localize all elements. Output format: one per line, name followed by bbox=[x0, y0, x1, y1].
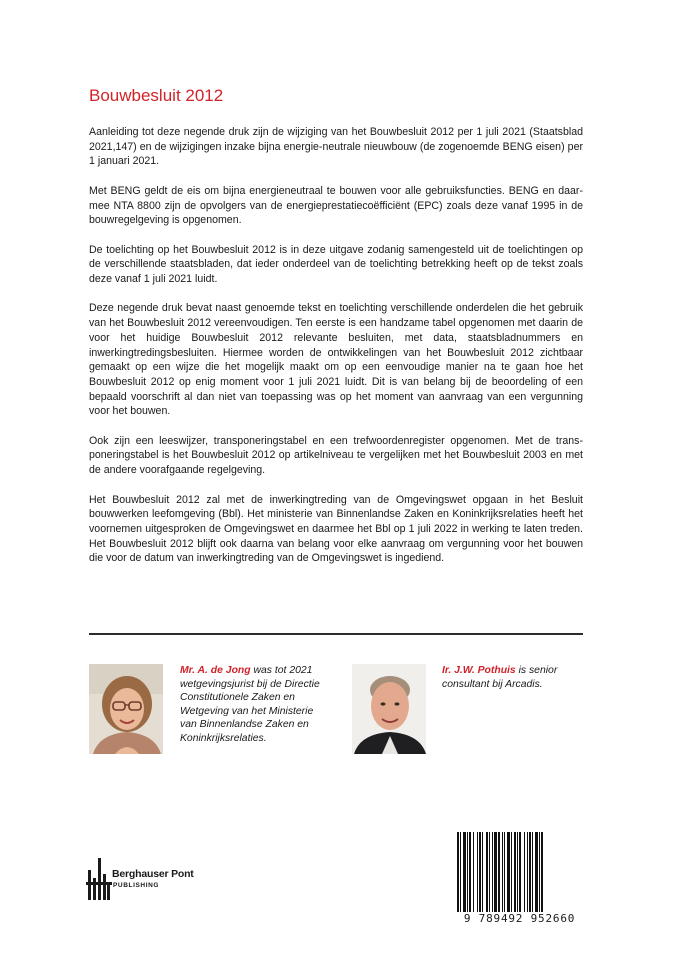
publisher-logo-icon bbox=[86, 854, 112, 904]
barcode-bar bbox=[489, 832, 490, 912]
publisher-name: Berghauser Pont bbox=[112, 868, 194, 880]
barcode-bar bbox=[514, 832, 516, 912]
barcode-bar bbox=[494, 832, 497, 912]
barcode-bar bbox=[460, 832, 461, 912]
paragraph: Ook zijn een leeswijzer, transponeringstabel en een trefwoordenregister opgenomen. Met de transponeringstabel is het Bouwbesluit 2012 op artikelniveau te vergelijken met het Bouwbesluit 2003 en met de andere voorafgaande regelgeving. bbox=[89, 434, 583, 477]
barcode bbox=[454, 832, 585, 929]
barcode-bar bbox=[479, 832, 481, 912]
barcode-bar bbox=[517, 832, 518, 912]
paragraph: Deze negende druk bevat naast genoemde tekst en toelichting verschillende onderdelen die het gebruik van het Bouwbesluit 2012 vereenvoudigen. Ten eerste is een handzame tabel opgenomen met daarin de voor het huidige Bouwbesluit 2012 relevante besluiten, met data, staatsbladnummers en inwerkingtredingsbesluiten. Hiermee worden de ontwikkelingen van het Bouwbesluit 2012 zichtbaar gemaakt op een wijze die het mogelijk maakt om op een eenvoudige manier na te gaan hoe het Bouwbesluit 2012 op enig moment voor 1 juli 2021 luidt. Dit is van belang bij de beoordeling of een bepaald voorschrift al dan niet van toepassing was op het moment van aanvraag van een vergunning voor het bouwen. bbox=[89, 302, 583, 418]
barcode-bar bbox=[467, 832, 468, 912]
barcode-bar bbox=[463, 832, 466, 912]
barcode-bar bbox=[457, 832, 459, 912]
paragraph: Het Bouwbesluit 2012 zal met de inwerkingtreding van de Omgevingswet opgaan in het Besluit bouwwerken leefomgeving (Bbl). Het ministerie van Binnenlandse Zaken en Koninkrijksrelaties heeft het voornemen uitgesproken de Omgevingswet en daarmee het Bbl op 1 juli 2022 in werking te laten treden. Het Bouwbesluit 2012 blijft ook daarna van belang voor elke aanvraag om vergunning voor het bouwen die voor de datum van inwerkingtreding van de Omgevingswet is ingediend. bbox=[89, 493, 583, 565]
barcode-bar bbox=[498, 832, 500, 912]
barcode-bar bbox=[486, 832, 488, 912]
author-bio-de-jong bbox=[180, 664, 325, 745]
paragraph: De toelichting op het Bouwbesluit 2012 is in deze uitgave zodanig samengesteld uit de toelichtingen op de verschillende staatsbladen, dat ieder onderdeel van de toelichting betrekking heeft op de tekst zoals deze vanaf 1 juli 2021 luidt. bbox=[89, 243, 583, 285]
body-text bbox=[89, 125, 583, 581]
barcode-bar bbox=[482, 832, 483, 912]
page-title: Bouwbesluit 2012 bbox=[89, 86, 224, 105]
barcode-bar bbox=[477, 832, 478, 912]
publisher-subtitle: PUBLISHING bbox=[113, 882, 160, 889]
barcode-bar bbox=[532, 832, 533, 912]
barcode-bar bbox=[504, 832, 505, 912]
barcode-bar bbox=[527, 832, 528, 912]
barcode-bar bbox=[539, 832, 540, 912]
barcode-bar bbox=[541, 832, 543, 912]
barcode-bar bbox=[502, 832, 503, 912]
divider bbox=[89, 633, 583, 635]
barcode-bar bbox=[469, 832, 471, 912]
isbn-number: 9 789492 952660 bbox=[463, 912, 576, 925]
author-bio-text: is senior consultant bij Arcadis. bbox=[442, 665, 558, 690]
publisher-logo bbox=[86, 854, 226, 904]
author-photo-de-jong bbox=[89, 664, 163, 754]
author-name: Ir. J.W. Pothuis bbox=[442, 665, 516, 676]
barcode-bar bbox=[535, 832, 538, 912]
barcode-bar bbox=[492, 832, 493, 912]
barcode-bar bbox=[507, 832, 510, 912]
barcode-bar bbox=[529, 832, 531, 912]
paragraph: Aanleiding tot deze negende druk zijn de wijziging van het Bouwbesluit 2012 per 1 juli 2021 (Staatsblad 2021,147) en de wijzigingen inzake bijna energie-neutrale nieuwbouw (de zogenoemde BENG eisen) per 1 januari 2021. bbox=[89, 126, 583, 168]
barcode-bar bbox=[524, 832, 525, 912]
author-name: Mr. A. de Jong bbox=[180, 665, 251, 676]
author-bio-text: was tot 2021 wetgevingsjurist bij de Directie Constitutionele Zaken en Wetgeving van het Ministerie van Binnenlandse Zaken en Koninkrijksrelaties. bbox=[180, 665, 320, 744]
barcode-bars bbox=[454, 832, 585, 912]
barcode-bar bbox=[473, 832, 474, 912]
author-photo-pothuis bbox=[352, 664, 426, 754]
paragraph: Met BENG geldt de eis om bijna energieneutraal te bouwen voor alle gebruiksfuncties. BENG en daarmee NTA 8800 zijn de opvolgers van de energieprestatiecoëfficiënt (EPC) zoals deze vanaf 1995 in de bouwregelgeving is opgenomen. bbox=[89, 184, 583, 227]
author-bio-pothuis bbox=[442, 664, 592, 691]
barcode-bar bbox=[511, 832, 512, 912]
barcode-bar bbox=[519, 832, 521, 912]
